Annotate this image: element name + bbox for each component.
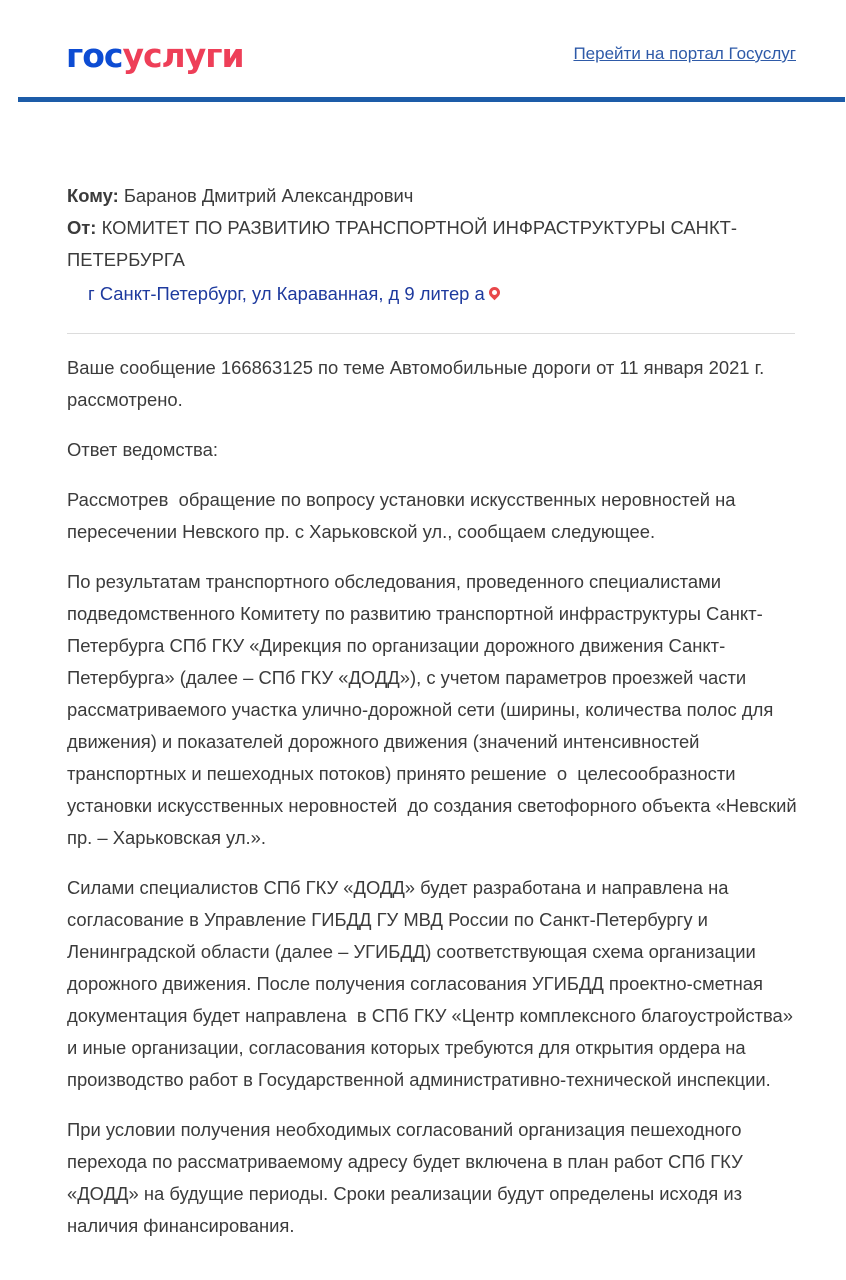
logo-part-gos: гос — [66, 36, 123, 75]
to-label: Кому: — [67, 185, 119, 206]
paragraph-2: По результатам транспортного обследования, проведенного специалистами подведомственного Комитету по развитию транспортной инфраструктуры Санкт-Петербурга СПб ГКУ «Дирекция по организации дорожного движения Санкт-Петербурга» (далее – СПб ГКУ «ДОДД»), с учетом параметров проезжей части рассматриваемого участка улично-дорожной сети (ширины, количества полос для движения) и показателей дорожного движения (значений интенсивностей транспортных и пешеходных потоков) принято решение о целесообразности установки искусственных неровностей до создания светофорного объекта «Невский пр. – Харьковская ул.». — [67, 571, 802, 848]
address-text: г Санкт-Петербург, ул Караванная, д 9 литер а — [88, 283, 485, 304]
from-value: КОМИТЕТ ПО РАЗВИТИЮ ТРАНСПОРТНОЙ ИНФРАСТРУКТУРЫ САНКТ-ПЕТЕРБУРГА — [67, 217, 738, 270]
logo-part-uslugi: услуги — [122, 36, 244, 75]
sender-address[interactable] — [88, 278, 797, 310]
header-divider — [18, 97, 845, 102]
recipient-line — [67, 180, 797, 212]
portal-link[interactable]: Перейти на портал Госуслуг — [573, 44, 796, 63]
paragraph-3: Силами специалистов СПб ГКУ «ДОДД» будет разработана и направлена на согласование в Управление ГИБДД ГУ МВД России по Санкт-Петербургу и Ленинградской области (далее – УГИБДД) соответствующая схема организации дорожного движения. После получения согласования УГИБДД проектно-сметная документация будет направлена в СПб ГКУ «Центр комплексного благоустройства» и иные организации, согласования которых требуются для открытия ордера на производство работ в Государственной административно-технической инспекции. — [67, 877, 799, 1090]
message-content — [67, 180, 802, 1260]
content-divider — [67, 333, 795, 334]
paragraph-4: При условии получения необходимых согласований организация пешеходного перехода по рассматриваемому адресу будет включена в план работ СПб ГКУ «ДОДД» на будущие периоды. Сроки реализации будут определены исходя из наличия финансирования. — [67, 1119, 748, 1236]
intro-paragraph: Ваше сообщение 166863125 по теме Автомобильные дороги от 11 января 2021 г. рассмотрено. — [67, 357, 770, 410]
map-pin-icon[interactable] — [486, 285, 502, 301]
answer-label: Ответ ведомства: — [67, 439, 218, 460]
paragraph-1: Рассмотрев обращение по вопросу установки искусственных неровностей на пересечении Невского пр. с Харьковской ул., сообщаем следующее. — [67, 489, 741, 542]
to-value: Баранов Дмитрий Александрович — [123, 185, 414, 206]
sender-line — [67, 212, 797, 276]
from-label: От: — [67, 217, 97, 238]
header — [0, 0, 846, 102]
gosuslugi-logo[interactable] — [66, 34, 244, 78]
